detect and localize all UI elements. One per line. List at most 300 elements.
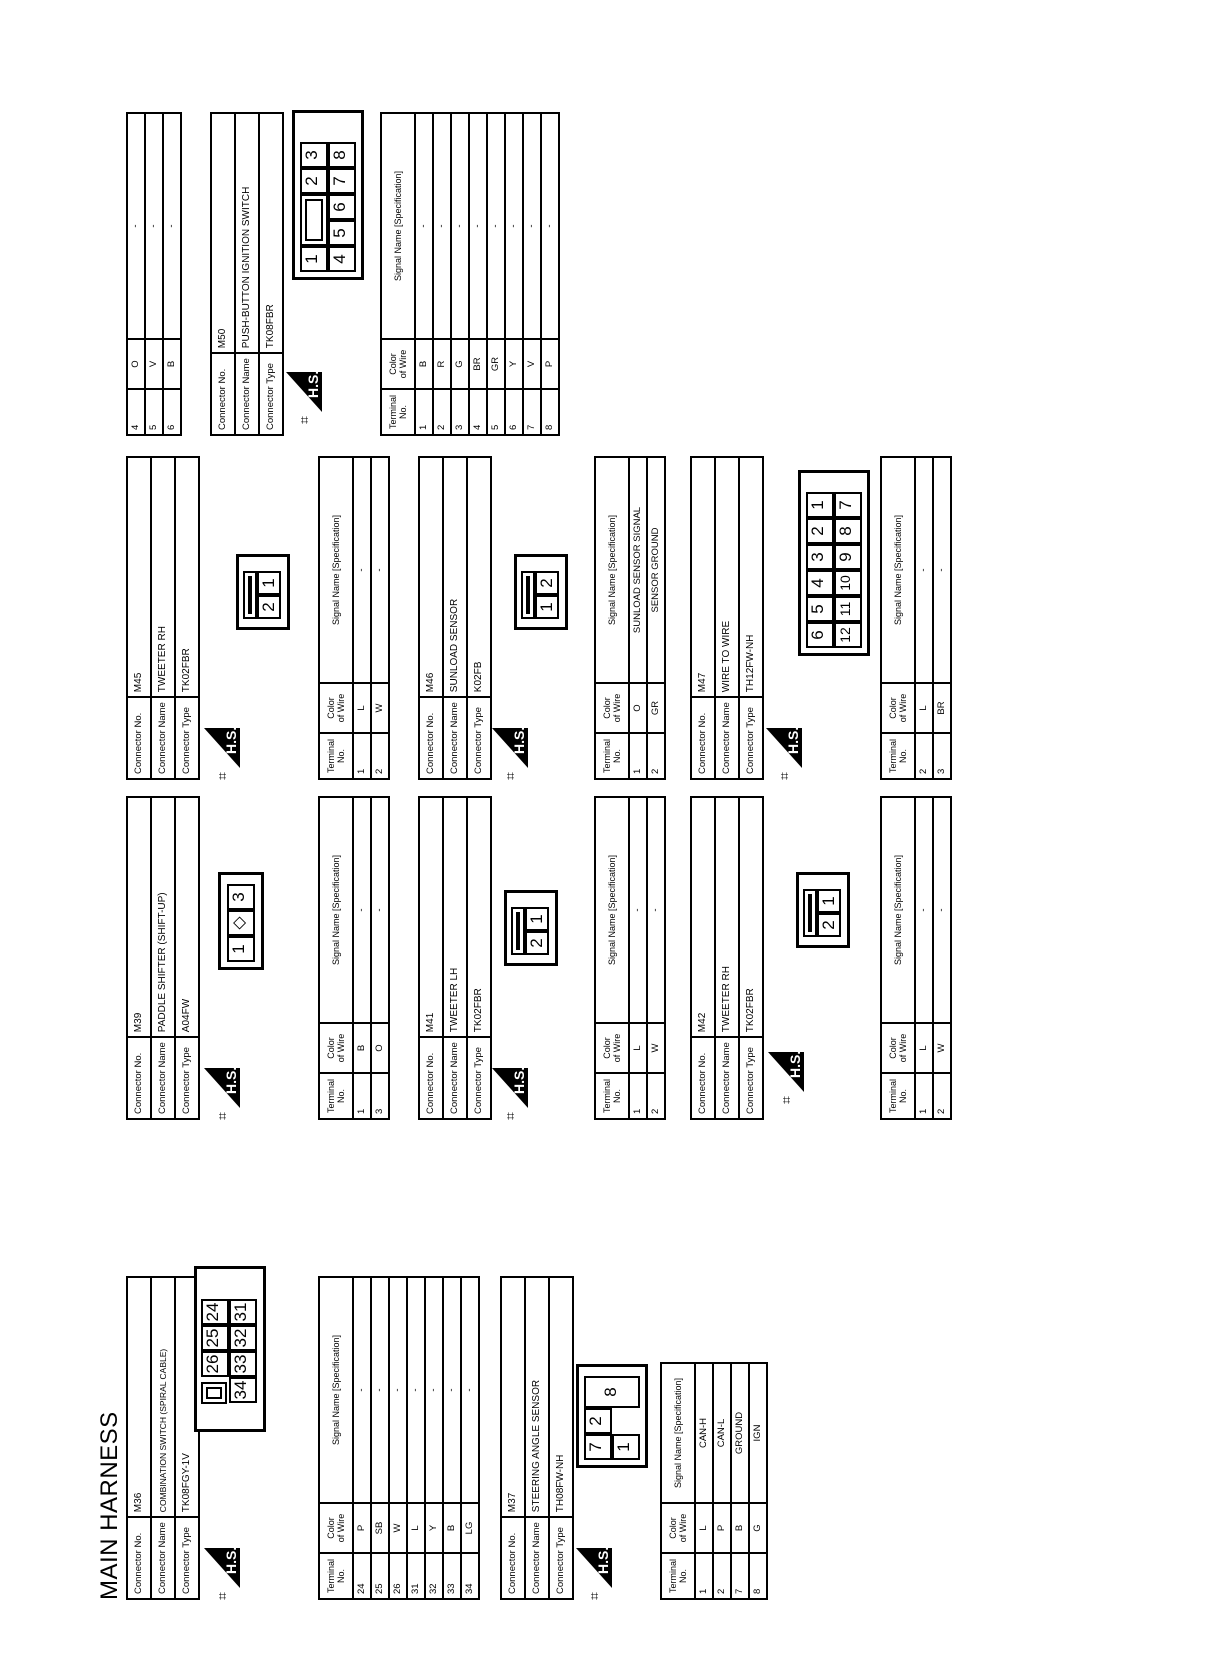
cell: - (461, 1277, 479, 1503)
th-of-wire: of Wire (336, 1033, 346, 1063)
th-color: Color (326, 1037, 336, 1059)
m36-type: TK08FGY-1V (175, 1277, 199, 1517)
m45-signal-table (318, 456, 390, 780)
m50-signal-table (380, 112, 560, 436)
cell: 5 (487, 389, 505, 435)
cell: 25 (371, 1553, 389, 1599)
cell: 33 (443, 1553, 461, 1599)
connector-glyph-icon: ⌗ (214, 1592, 230, 1600)
m47-connector-face (798, 470, 870, 656)
m36-pin: 31 (229, 1299, 257, 1325)
cell: 2 (647, 1073, 665, 1119)
cell: V (523, 339, 541, 389)
m36-no: M36 (127, 1277, 151, 1517)
th-terminal: Terminal (602, 739, 612, 774)
cell: W (647, 1023, 665, 1073)
label-connector-type: Connector Type (739, 697, 763, 779)
cell: L (695, 1503, 713, 1553)
th-no: No. (898, 749, 908, 764)
cell: 7 (731, 1553, 749, 1599)
m47-pin: 8 (834, 518, 862, 544)
m50-no: M50 (211, 113, 235, 353)
m37-name: STEERING ANGLE SENSOR (525, 1277, 549, 1517)
th-of-wire: of Wire (678, 1513, 688, 1543)
th-of-wire: of Wire (898, 1033, 908, 1063)
cell: L (353, 683, 371, 733)
m39-type: A04FW (175, 797, 199, 1037)
m36-pin: 33 (229, 1351, 257, 1377)
m42-no: M42 (691, 797, 715, 1037)
th-color: Color (602, 1037, 612, 1059)
th-of-wire: of Wire (612, 693, 622, 723)
label-connector-name: Connector Name (235, 353, 259, 435)
m42-type: TK02FBR (739, 797, 763, 1037)
cell: G (749, 1503, 767, 1553)
m47-continuation-table (126, 112, 182, 436)
th-color: Color (326, 1517, 336, 1539)
m47-hs-icon (758, 718, 806, 780)
m45-pin: 1 (257, 571, 281, 595)
m47-pin: 10 (834, 570, 862, 596)
m46-type: K02FB (467, 457, 491, 697)
hs-label: H.S. (511, 726, 527, 754)
cell: SUNLOAD SENSOR SIGNAL (629, 457, 647, 683)
label-connector-no: Connector No. (419, 1037, 443, 1119)
cell: 5 (145, 389, 163, 435)
th-terminal: Terminal (668, 1559, 678, 1594)
m39-key: ◇ (227, 910, 255, 936)
connector-glyph-icon: ⌗ (586, 1592, 602, 1600)
th-no: No. (898, 1089, 908, 1104)
cell: 3 (933, 733, 951, 779)
cell: - (523, 113, 541, 339)
connector-glyph-icon: ⌗ (502, 1112, 518, 1120)
m50-connector-face (292, 110, 364, 280)
m46-pin: 1 (535, 595, 559, 619)
cell: - (353, 797, 371, 1023)
label-connector-no: Connector No. (691, 1037, 715, 1119)
m39-signal-table (318, 796, 390, 1120)
th-signal: Signal Name [Specification] (381, 113, 415, 339)
cell: - (371, 797, 389, 1023)
cell: 1 (695, 1553, 713, 1599)
th-terminal: Terminal (388, 395, 398, 430)
cell: 1 (353, 1073, 371, 1119)
m47-signal-table (880, 456, 952, 780)
cell: - (933, 457, 951, 683)
cell: - (415, 113, 433, 339)
m36-signal-table (318, 1276, 480, 1600)
m36-pin: 26 (201, 1351, 229, 1377)
m45-connector-face (236, 554, 290, 630)
cell: SENSOR GROUND (647, 457, 665, 683)
m36-name: COMBINATION SWITCH (SPIRAL CABLE) (151, 1277, 175, 1517)
m50-pin: 8 (328, 142, 356, 168)
m47-pin: 1 (806, 492, 834, 518)
label-connector-no: Connector No. (501, 1517, 525, 1599)
th-terminal: Terminal (888, 739, 898, 774)
th-no: No. (678, 1569, 688, 1584)
cell: O (371, 1023, 389, 1073)
m41-connector-face (504, 890, 558, 966)
m41-signal-table (594, 796, 666, 1120)
cell: 2 (713, 1553, 731, 1599)
m42-pin: 1 (817, 889, 841, 913)
cell: 26 (389, 1553, 407, 1599)
m37-pin: 1 (612, 1434, 640, 1460)
th-no: No. (336, 1569, 346, 1584)
m41-type: TK02FBR (467, 797, 491, 1037)
m45-type: TK02FBR (175, 457, 199, 697)
th-terminal: Terminal (888, 1079, 898, 1114)
m39-name: PADDLE SHIFTER (SHIFT-UP) (151, 797, 175, 1037)
cell: 2 (433, 389, 451, 435)
label-connector-type: Connector Type (739, 1037, 763, 1119)
label-connector-type: Connector Type (467, 1037, 491, 1119)
label-connector-type: Connector Type (175, 1517, 199, 1599)
cell: - (629, 797, 647, 1023)
cell: 2 (933, 1073, 951, 1119)
cell: GR (647, 683, 665, 733)
cell: - (443, 1277, 461, 1503)
m50-pin: 4 (328, 246, 356, 272)
label-connector-type: Connector Type (259, 353, 283, 435)
cell: B (731, 1503, 749, 1553)
label-connector-no: Connector No. (211, 353, 235, 435)
cell: 2 (915, 733, 933, 779)
m45-header (126, 456, 200, 780)
m46-key (521, 571, 535, 619)
page-title: MAIN HARNESS (96, 1411, 123, 1600)
m47-pin: 2 (806, 518, 834, 544)
cell: - (487, 113, 505, 339)
cell: O (127, 339, 145, 389)
m39-header (126, 796, 200, 1120)
m36-pin: 32 (229, 1325, 257, 1351)
cell: B (163, 339, 181, 389)
hs-label: H.S. (785, 726, 801, 754)
cell: W (933, 1023, 951, 1073)
th-no: No. (336, 749, 346, 764)
cell: BR (933, 683, 951, 733)
th-color: Color (888, 697, 898, 719)
th-no: No. (612, 749, 622, 764)
m45-pin: 2 (257, 595, 281, 619)
cell: - (433, 113, 451, 339)
m47-no: M47 (691, 457, 715, 697)
m37-connector-face (576, 1364, 648, 1468)
m46-header (418, 456, 492, 780)
cell: O (629, 683, 647, 733)
th-signal: Signal Name [Specification] (595, 457, 629, 683)
cell: P (713, 1503, 731, 1553)
label-connector-no: Connector No. (127, 1517, 151, 1599)
cell: LG (461, 1503, 479, 1553)
label-connector-name: Connector Name (151, 697, 175, 779)
m47-pin: 7 (834, 492, 862, 518)
th-of-wire: of Wire (898, 693, 908, 723)
cell: SB (371, 1503, 389, 1553)
m41-name: TWEETER LH (443, 797, 467, 1037)
th-no: No. (612, 1089, 622, 1104)
hs-label: H.S. (223, 1546, 239, 1574)
th-terminal: Terminal (602, 1079, 612, 1114)
cell: 8 (541, 389, 559, 435)
cell: R (433, 339, 451, 389)
cell: L (407, 1503, 425, 1553)
th-of-wire: of Wire (336, 693, 346, 723)
cell: L (915, 683, 933, 733)
hs-label: H.S. (223, 1066, 239, 1094)
hs-label: H.S. (511, 1066, 527, 1094)
th-of-wire: of Wire (336, 1513, 346, 1543)
cell: CAN-H (695, 1363, 713, 1503)
th-color: Color (602, 697, 612, 719)
m36-pin: 25 (201, 1325, 229, 1351)
m46-name: SUNLOAD SENSOR (443, 457, 467, 697)
connector-glyph-icon: ⌗ (296, 416, 312, 424)
m39-pin: 3 (227, 884, 255, 910)
cell: 6 (505, 389, 523, 435)
hs-label: H.S. (305, 370, 321, 398)
cell: 3 (451, 389, 469, 435)
m42-pin: 2 (817, 913, 841, 937)
cell: - (425, 1277, 443, 1503)
m47-type: TH12FW-NH (739, 457, 763, 697)
cell: V (145, 339, 163, 389)
th-signal: Signal Name [Specification] (319, 1277, 353, 1503)
cell: - (451, 113, 469, 339)
m46-pin: 2 (535, 571, 559, 595)
m42-name: TWEETER RH (715, 797, 739, 1037)
th-color: Color (388, 353, 398, 375)
cell: 1 (629, 1073, 647, 1119)
cell: - (933, 797, 951, 1023)
m36-pin: 34 (229, 1377, 257, 1403)
m47-pin: 11 (834, 596, 862, 622)
cell: 24 (353, 1553, 371, 1599)
cell: B (415, 339, 433, 389)
th-signal: Signal Name [Specification] (595, 797, 629, 1023)
m39-connector-face (218, 872, 264, 970)
label-connector-no: Connector No. (127, 1037, 151, 1119)
cell: 1 (353, 733, 371, 779)
cell: - (541, 113, 559, 339)
cell: - (163, 113, 181, 339)
hs-label: H.S. (595, 1546, 611, 1574)
m37-header (500, 1276, 574, 1600)
cell: - (371, 457, 389, 683)
m42-connector-face (796, 872, 850, 948)
m47-pin: 6 (806, 622, 834, 648)
cell: 31 (407, 1553, 425, 1599)
th-color: Color (326, 697, 336, 719)
th-no: No. (398, 405, 408, 420)
cell: CAN-L (713, 1363, 731, 1503)
m50-pin: 1 (300, 246, 328, 272)
cell: 2 (647, 733, 665, 779)
connector-glyph-icon: ⌗ (502, 772, 518, 780)
cell: Y (425, 1503, 443, 1553)
connector-glyph-icon: ⌗ (214, 772, 230, 780)
cell: P (541, 339, 559, 389)
cell: IGN (749, 1363, 767, 1503)
m37-type: TH08FW-NH (549, 1277, 573, 1517)
m42-hs-icon (760, 1042, 808, 1104)
connector-glyph-icon: ⌗ (214, 1112, 230, 1120)
cell: - (505, 113, 523, 339)
m42-key (803, 889, 817, 937)
m50-pin: 7 (328, 168, 356, 194)
m46-signal-table (594, 456, 666, 780)
m50-type: TK08FBR (259, 113, 283, 353)
m50-pin: 6 (328, 194, 356, 220)
label-connector-name: Connector Name (443, 697, 467, 779)
cell: 34 (461, 1553, 479, 1599)
label-connector-name: Connector Name (151, 1517, 175, 1599)
cell: L (629, 1023, 647, 1073)
cell: 4 (469, 389, 487, 435)
m47-header (690, 456, 764, 780)
cell: - (915, 797, 933, 1023)
m50-header (210, 112, 284, 436)
th-terminal: Terminal (326, 1559, 336, 1594)
cell: 7 (523, 389, 541, 435)
cell: G (451, 339, 469, 389)
m37-pin: 8 (584, 1376, 640, 1408)
cell: L (915, 1023, 933, 1073)
th-color: Color (668, 1517, 678, 1539)
cell: - (371, 1277, 389, 1503)
cell: - (915, 457, 933, 683)
th-terminal: Terminal (326, 739, 336, 774)
m47-pin: 4 (806, 570, 834, 596)
m37-pin: 7 (584, 1434, 612, 1460)
cell: W (389, 1503, 407, 1553)
m45-no: M45 (127, 457, 151, 697)
cell: - (469, 113, 487, 339)
th-signal: Signal Name [Specification] (881, 797, 915, 1023)
label-connector-type: Connector Type (467, 697, 491, 779)
cell: 8 (749, 1553, 767, 1599)
m50-key (300, 194, 328, 246)
cell: - (407, 1277, 425, 1503)
label-connector-name: Connector Name (525, 1517, 549, 1599)
th-signal: Signal Name [Specification] (881, 457, 915, 683)
th-of-wire: of Wire (612, 1033, 622, 1063)
label-connector-name: Connector Name (715, 1037, 739, 1119)
m46-connector-face (514, 554, 568, 630)
cell: - (353, 457, 371, 683)
cell: - (389, 1277, 407, 1503)
cell: - (353, 1277, 371, 1503)
cell: GR (487, 339, 505, 389)
label-connector-name: Connector Name (151, 1037, 175, 1119)
m36-key (201, 1382, 227, 1404)
label-connector-no: Connector No. (691, 697, 715, 779)
m50-name: PUSH-BUTTON IGNITION SWITCH (235, 113, 259, 353)
m36-hs-icon (196, 1538, 244, 1600)
m41-no: M41 (419, 797, 443, 1037)
m37-pin: 2 (584, 1408, 612, 1434)
cell: - (127, 113, 145, 339)
cell: - (145, 113, 163, 339)
m46-no: M46 (419, 457, 443, 697)
cell: B (353, 1023, 371, 1073)
cell: 1 (415, 389, 433, 435)
label-connector-type: Connector Type (549, 1517, 573, 1599)
m37-no: M37 (501, 1277, 525, 1517)
th-signal: Signal Name [Specification] (661, 1363, 695, 1503)
cell: W (371, 683, 389, 733)
cell: 1 (629, 733, 647, 779)
cell: Y (505, 339, 523, 389)
m46-hs-icon (484, 718, 532, 780)
cell: 32 (425, 1553, 443, 1599)
m41-pin: 1 (525, 907, 549, 931)
th-signal: Signal Name [Specification] (319, 457, 353, 683)
cell: P (353, 1503, 371, 1553)
cell: B (443, 1503, 461, 1553)
label-connector-no: Connector No. (127, 697, 151, 779)
m50-pin: 2 (300, 168, 328, 194)
m42-signal-table (880, 796, 952, 1120)
m37-signal-table (660, 1362, 768, 1600)
th-no: No. (336, 1089, 346, 1104)
connector-glyph-icon: ⌗ (776, 772, 792, 780)
label-connector-no: Connector No. (419, 697, 443, 779)
m41-header (418, 796, 492, 1120)
m41-hs-icon (484, 1058, 532, 1120)
th-signal: Signal Name [Specification] (319, 797, 353, 1023)
m47-name: WIRE TO WIRE (715, 457, 739, 697)
cell: - (647, 797, 665, 1023)
m37-hs-icon (568, 1538, 616, 1600)
cell: BR (469, 339, 487, 389)
m36-header (126, 1276, 200, 1600)
th-of-wire: of Wire (398, 349, 408, 379)
cell: 2 (371, 733, 389, 779)
m45-hs-icon (196, 718, 244, 780)
label-connector-type: Connector Type (175, 697, 199, 779)
m39-pin: 1 (227, 936, 255, 962)
m50-hs-icon (278, 362, 326, 424)
hs-label: H.S. (223, 726, 239, 754)
m39-hs-icon (196, 1058, 244, 1120)
m47-pin: 5 (806, 596, 834, 622)
m41-key (511, 907, 525, 955)
m42-header (690, 796, 764, 1120)
m36-connector-face (194, 1266, 266, 1432)
m50-pin: 3 (300, 142, 328, 168)
cell: 1 (915, 1073, 933, 1119)
hs-label: H.S. (787, 1050, 803, 1078)
m47-pin: 3 (806, 544, 834, 570)
th-terminal: Terminal (326, 1079, 336, 1114)
m50-pin: 5 (328, 220, 356, 246)
m45-key (243, 571, 257, 619)
cell: 3 (371, 1073, 389, 1119)
connector-glyph-icon: ⌗ (778, 1096, 794, 1104)
m39-no: M39 (127, 797, 151, 1037)
m47-pin: 9 (834, 544, 862, 570)
label-connector-name: Connector Name (715, 697, 739, 779)
m45-name: TWEETER RH (151, 457, 175, 697)
label-connector-name: Connector Name (443, 1037, 467, 1119)
m36-pin: 24 (201, 1299, 229, 1325)
m41-pin: 2 (525, 931, 549, 955)
cell: 6 (163, 389, 181, 435)
